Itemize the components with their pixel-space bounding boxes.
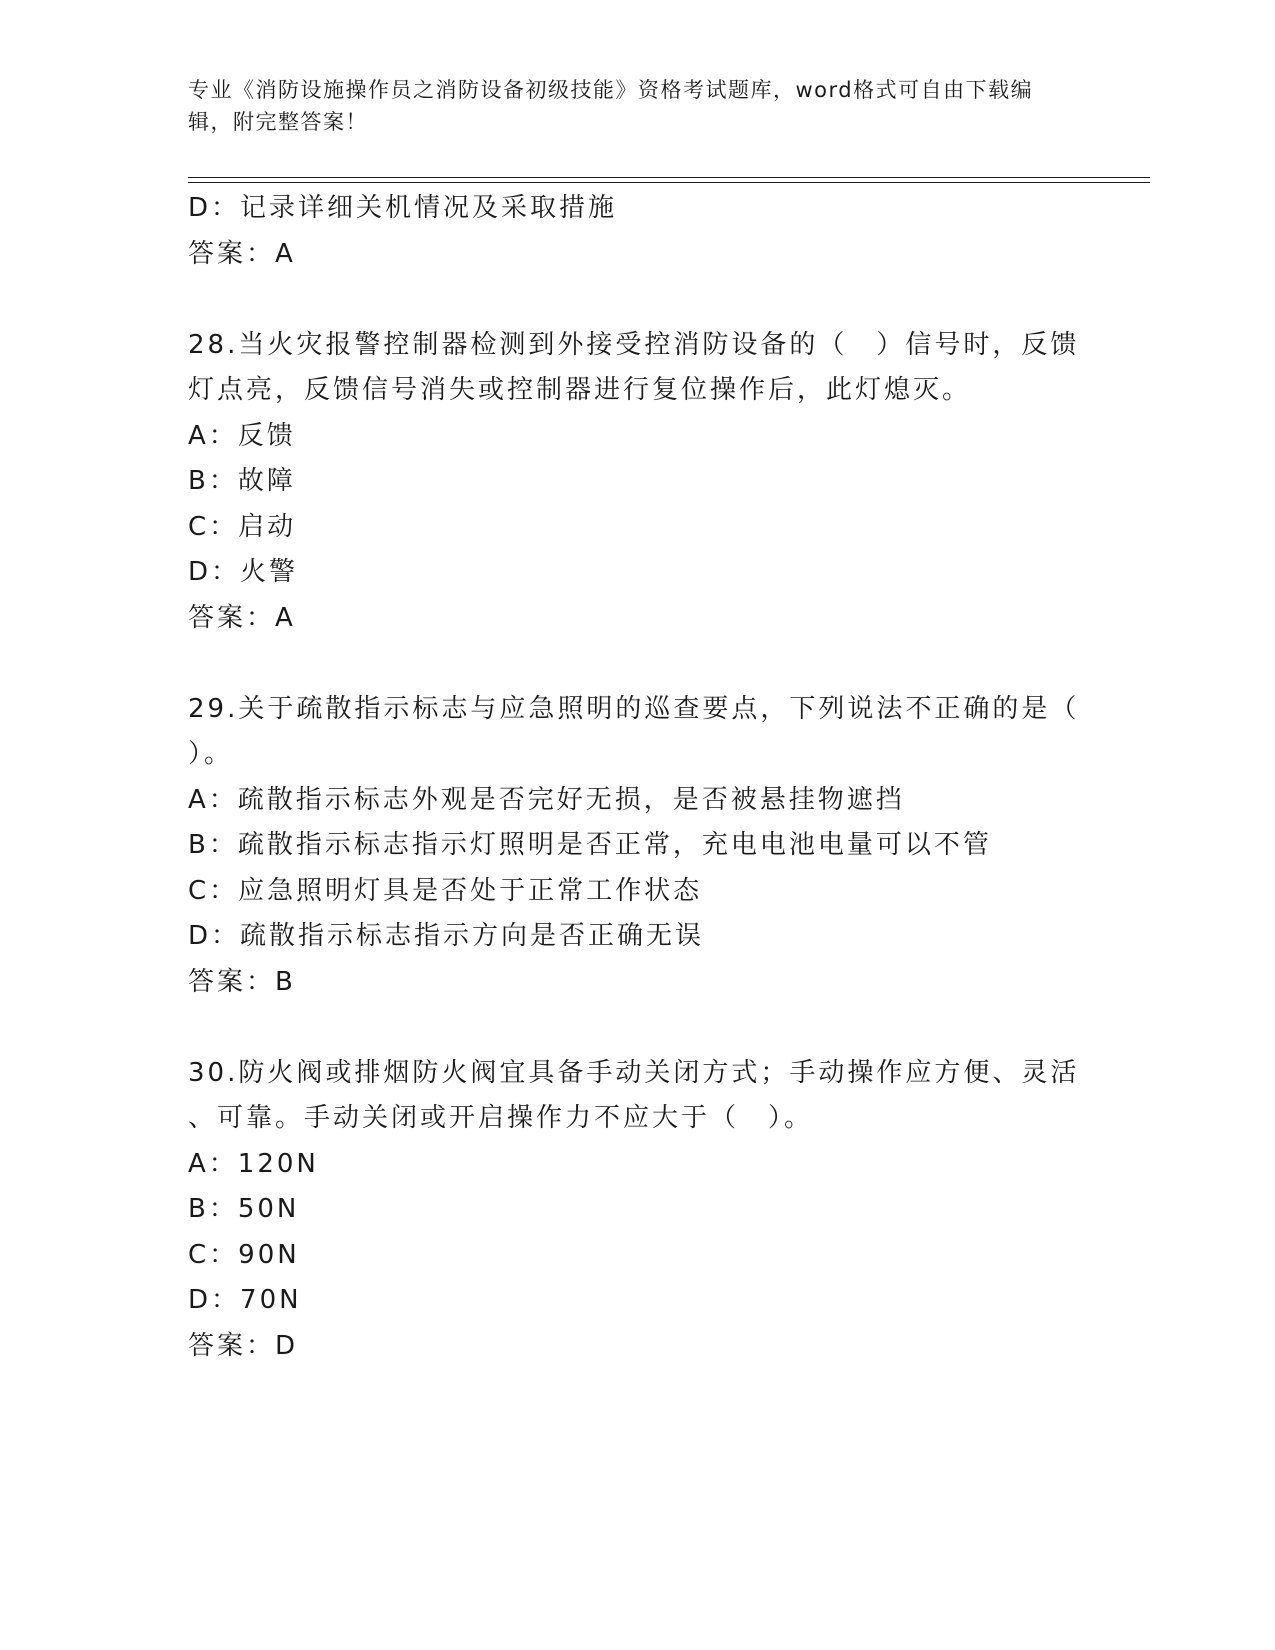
question-list	[188, 186, 1088, 1369]
spacer	[188, 1005, 1088, 1051]
spacer	[188, 277, 1088, 323]
question-27-tail	[188, 186, 1088, 277]
option-b: B：50N	[188, 1194, 300, 1224]
question-28	[188, 323, 1088, 642]
question-stem-line2: ）。	[188, 739, 234, 769]
header-divider-bottom	[188, 182, 1150, 183]
question-stem-line2: 灯点亮，反馈信号消失或控制器进行复位操作后，此灯熄灭。	[188, 375, 972, 405]
option-c: C：应急照明灯具是否处于正常工作状态	[188, 875, 703, 906]
question-29	[188, 687, 1088, 1006]
answer-label: 答案：A	[188, 238, 296, 269]
header-divider-top	[188, 177, 1150, 178]
question-stem-line2: 、可靠。手动关闭或开启操作力不应大于（ ）。	[188, 1103, 814, 1133]
option-a: A：反馈	[188, 420, 296, 451]
answer-label: 答案：B	[188, 966, 296, 997]
option-d: D：记录详细关机情况及采取措施	[188, 193, 618, 223]
question-stem-line1: 29.关于疏散指示标志与应急照明的巡查要点，下列说法不正确的是（	[188, 693, 1080, 724]
option-b: B：故障	[188, 466, 296, 496]
answer-label: 答案：D	[188, 1330, 299, 1361]
document-header: 专业《消防设施操作员之消防设备初级技能》资格考试题库，word格式可自由下载编辑，附完整答案！	[188, 78, 1034, 134]
question-stem-line1: 28.当火灾报警控制器检测到外接受控消防设备的（ ）信号时，反馈	[188, 329, 1080, 360]
option-d: D：疏散指示标志指示方向是否正确无误	[188, 921, 705, 951]
option-a: A：疏散指示标志外观是否完好无损，是否被悬挂物遮挡	[188, 784, 905, 815]
question-stem-line1: 30.防火阀或排烟防火阀宜具备手动关闭方式；手动操作应方便、灵活	[188, 1057, 1080, 1088]
option-b: B：疏散指示标志指示灯照明是否正常，充电电池电量可以不管	[188, 830, 992, 860]
question-30	[188, 1051, 1088, 1370]
option-c: C：90N	[188, 1239, 300, 1270]
answer-label: 答案：A	[188, 602, 296, 633]
option-a: A：120N	[188, 1148, 319, 1179]
option-d: D：火警	[188, 557, 299, 587]
option-c: C：启动	[188, 511, 297, 542]
option-d: D：70N	[188, 1285, 302, 1315]
spacer	[188, 641, 1088, 687]
